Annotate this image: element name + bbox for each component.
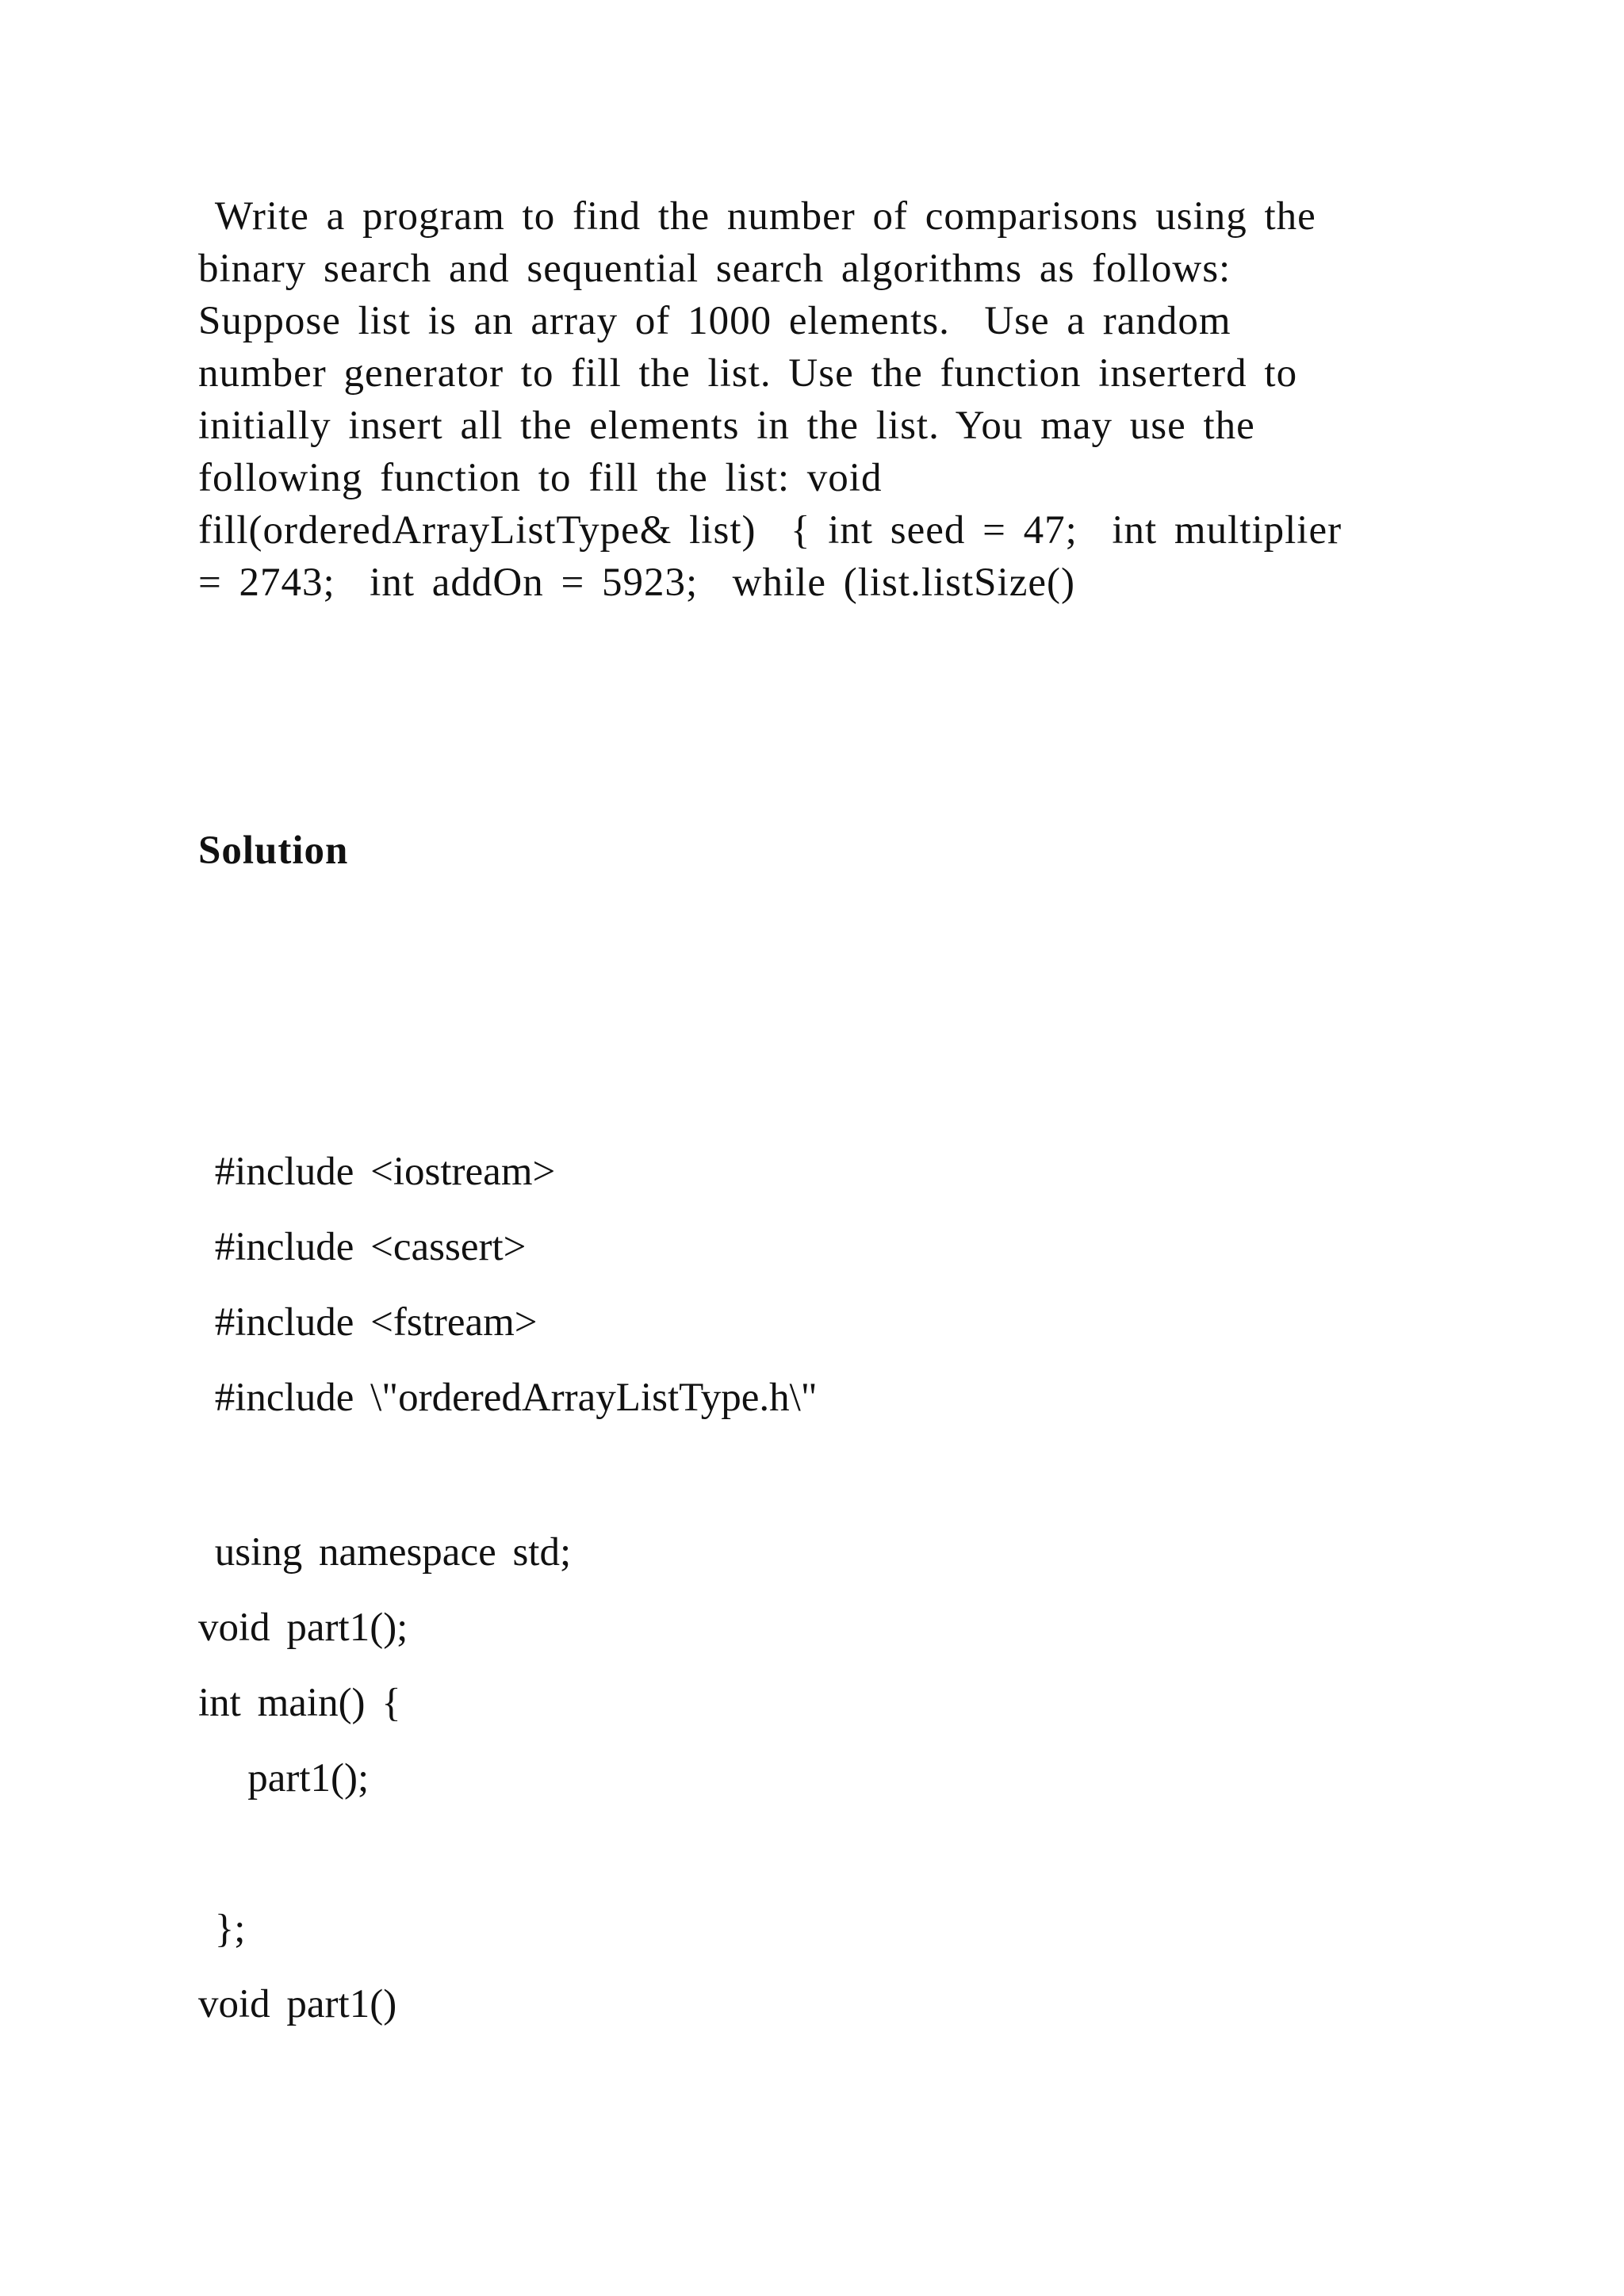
code-line-include-header: #include \"orderedArrayListType.h\" xyxy=(198,1376,818,1420)
question-line: number generator to fill the list. Use the function inserterd to xyxy=(198,351,1298,396)
question-line: binary search and sequential search algorithms as follows: xyxy=(198,247,1231,291)
question-line: following function to fill the list: void xyxy=(198,456,883,500)
code-line-main-signature: int main() { xyxy=(198,1681,401,1725)
question-line: initially insert all the elements in the list. You may use the xyxy=(198,404,1255,448)
question-text xyxy=(198,190,1435,609)
question-line: Write a program to find the number of comparisons using the xyxy=(198,194,1316,239)
code-line-include-fstream: #include <fstream> xyxy=(198,1300,538,1345)
question-line: = 2743; int addOn = 5923; while (list.listSize() xyxy=(198,561,1075,605)
code-line-part1-definition: void part1() xyxy=(198,1982,397,2026)
code-line-using-namespace: using namespace std; xyxy=(198,1530,572,1575)
solution-heading: Solution xyxy=(198,828,349,873)
code-line-main-close: }; xyxy=(198,1907,246,1951)
code-line-part1-call: part1(); xyxy=(198,1756,370,1800)
question-line: Suppose list is an array of 1000 elements. Use a random xyxy=(198,299,1231,343)
code-line-include-iostream: #include <iostream> xyxy=(198,1150,556,1194)
code-line-include-cassert: #include <cassert> xyxy=(198,1225,527,1269)
question-line: fill(orderedArrayListType& list) { int seed = 47; int multiplier xyxy=(198,508,1342,553)
code-line-part1-declaration: void part1(); xyxy=(198,1605,408,1650)
